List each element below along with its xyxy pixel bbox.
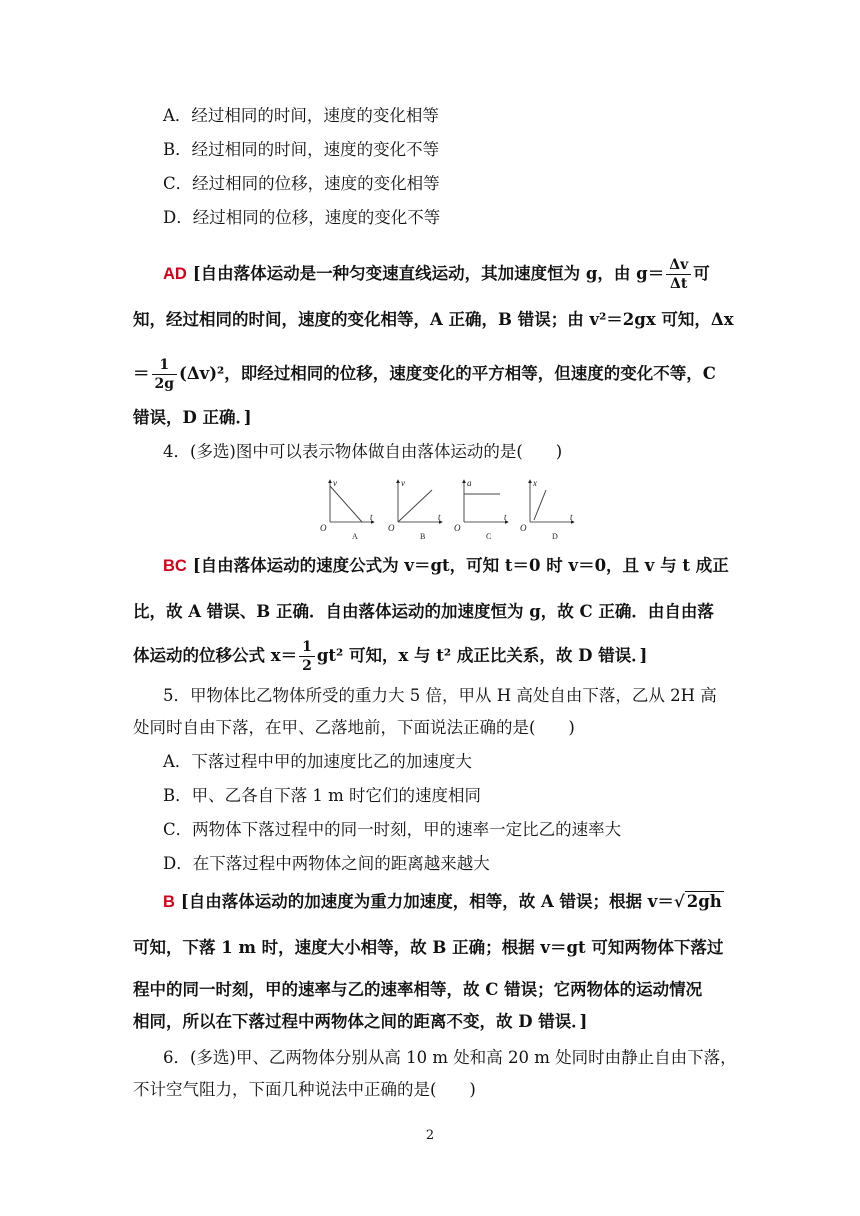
q3-option-b: B．经过相同的时间，速度的变化不等 — [163, 140, 440, 159]
q3-frac-den: Δt — [670, 276, 688, 292]
graph-c — [454, 478, 508, 540]
q4-exp-text: 体运动的位移公式 x＝ — [133, 646, 298, 665]
graph-a-y-label: v — [333, 478, 337, 488]
q4-fraction — [299, 638, 315, 675]
graph-a-x-label: t — [370, 512, 373, 522]
graph-b-caption: B — [420, 532, 426, 540]
q3-frac2-den: 2g — [154, 376, 175, 392]
q3-answer: AD — [163, 265, 187, 283]
graph-c-caption: C — [486, 532, 492, 540]
q5-sqrt-radicand: 2gh — [686, 892, 722, 911]
graph-d-caption: D — [552, 532, 558, 540]
q5-exp-text: [自由落体运动的加速度为重力加速度，相等，故 A 错误；根据 v＝ — [180, 892, 674, 911]
q4-graphs-figure — [318, 476, 578, 540]
q3-option-a: A．经过相同的时间，速度的变化相等 — [163, 106, 439, 125]
q5-stem-line1: 5．甲物体比乙物体所受的重力大 5 倍，甲从 H 高处自由下落，乙从 2H 高 — [163, 686, 717, 705]
graph-a-line — [330, 486, 362, 522]
graph-d-origin: O — [520, 523, 527, 533]
graph-b-x-label: t — [438, 512, 441, 522]
q5-option-c: C．两物体下落过程中的同一时刻，甲的速率一定比乙的速率大 — [163, 820, 622, 839]
q5-option-b: B．甲、乙各自下落 1 m 时它们的速度相同 — [163, 786, 482, 805]
q3-frac-num: Δv — [666, 256, 691, 275]
q6-stem-line1: 6．(多选)甲、乙两物体分别从高 10 m 处和高 20 m 处同时由静止自由下落， — [163, 1048, 737, 1067]
q5-explanation-line3: 程中的同一时刻，甲的速率与乙的速率相等，故 C 错误；它两物体的运动情况 — [133, 980, 703, 999]
q3-explanation-line2: 知，经过相同的时间，速度的变化相等，A 正确，B 错误；由 v²＝2gx 可知，Δx — [133, 310, 734, 329]
q5-answer: B — [163, 893, 175, 911]
q5-sqrt-sign: √ — [673, 892, 685, 911]
q3-explanation-line1 — [163, 256, 710, 293]
q3-option-d: D．经过相同的位移，速度的变化不等 — [163, 208, 441, 227]
q5-stem-line2: 处同时自由下落，在甲、乙落地前，下面说法正确的是( ) — [133, 718, 575, 737]
graph-c-x-label: t — [504, 512, 507, 522]
graph-a-origin: O — [320, 523, 327, 533]
q5-explanation-line2: 可知，下落 1 m 时，速度大小相等，故 B 正确；根据 v＝gt 可知两物体下落过 — [133, 938, 724, 957]
graph-d-y-label: x — [533, 478, 537, 488]
q3-explanation-line3 — [133, 356, 716, 393]
graph-b — [388, 478, 442, 540]
q5-option-d: D．在下落过程中两物体之间的距离越来越大 — [163, 854, 490, 873]
q3-explanation-line4: 错误，D 正确．] — [133, 408, 252, 427]
q5-explanation-line1 — [163, 890, 724, 914]
q3-fraction-2 — [152, 356, 178, 393]
page-number: 2 — [425, 1128, 435, 1143]
graph-c-origin: O — [454, 523, 461, 533]
graph-d — [520, 478, 574, 540]
q4-stem: 4．(多选)图中可以表示物体做自由落体运动的是( ) — [163, 442, 563, 461]
q3-fraction — [666, 256, 691, 293]
q3-exp-text: ＝ — [133, 364, 150, 383]
q3-exp-text: 可 — [693, 264, 710, 283]
q4-exp-text: gt² 可知，x 与 t² 成正比关系，故 D 错误．] — [316, 646, 648, 665]
q6-stem-line2: 不计空气阻力，下面几种说法中正确的是( ) — [133, 1080, 476, 1099]
graph-c-y-label: a — [467, 478, 472, 488]
graph-d-x-label: t — [570, 512, 573, 522]
graph-b-line — [398, 490, 432, 522]
q4-explanation-line2: 比，故 A 错误、B 正确．自由落体运动的加速度恒为 g，故 C 正确．由自由落 — [133, 602, 714, 621]
graph-a-caption: A — [352, 532, 358, 540]
q3-frac2-num: 1 — [152, 356, 178, 375]
q4-frac-num: 1 — [299, 638, 315, 657]
q4-exp-text: [自由落体运动的速度公式为 v＝gt，可知 t＝0 时 v＝0，且 v 与 t 成正 — [192, 556, 729, 575]
graph-b-origin: O — [388, 523, 395, 533]
q5-option-a: A．下落过程中甲的加速度比乙的加速度大 — [163, 752, 472, 771]
q4-explanation-line1 — [163, 554, 729, 578]
q3-option-c: C．经过相同的位移，速度的变化相等 — [163, 174, 440, 193]
q4-frac-den: 2 — [302, 658, 312, 674]
q3-exp-text: [自由落体运动是一种匀变速直线运动，其加速度恒为 g，由 g＝ — [192, 264, 665, 283]
graph-a — [320, 478, 374, 540]
q4-explanation-line3 — [133, 638, 647, 675]
q5-explanation-line4: 相同，所以在下落过程中两物体之间的距离不变，故 D 错误．] — [133, 1012, 588, 1031]
graph-d-line — [534, 490, 546, 520]
graph-b-y-label: v — [401, 478, 405, 488]
q3-exp-text: (Δv)²，即经过相同的位移，速度变化的平方相等，但速度的变化不等，C — [179, 364, 716, 383]
q4-answer: BC — [163, 557, 187, 575]
